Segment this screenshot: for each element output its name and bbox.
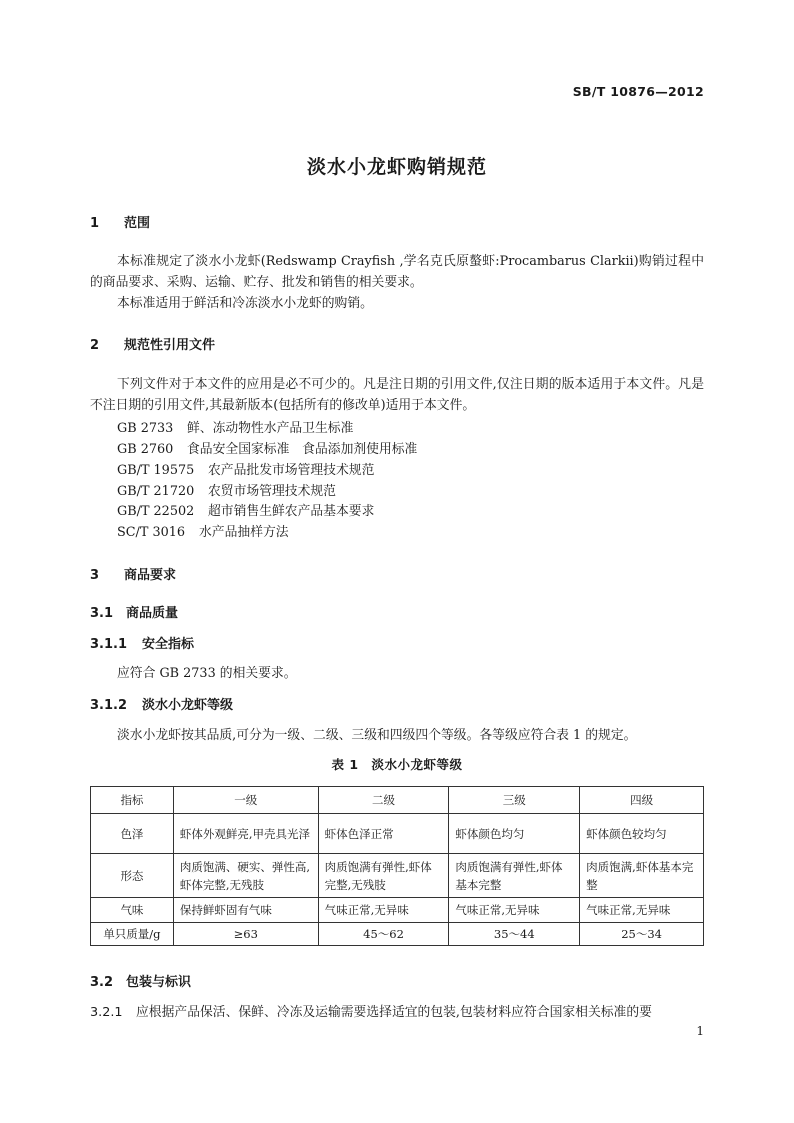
- section-number: 3.2.1: [90, 1005, 123, 1020]
- section-title: 安全指标: [142, 637, 195, 652]
- section-3-2-1-clause: [90, 1001, 704, 1020]
- grade-table: [90, 786, 704, 946]
- table-cell: 保持鲜虾固有气味: [173, 898, 318, 923]
- table-cell: 虾体颜色较均匀: [580, 814, 704, 854]
- doc-code: SB/T 10876—2012: [572, 84, 704, 99]
- reference-item: GB/T 19575 农产品批发市场管理技术规范: [117, 463, 375, 478]
- section-title: 包装与标识: [126, 975, 192, 990]
- section-number: 3: [90, 568, 100, 583]
- row-label: 形态: [91, 854, 174, 898]
- clause-text: 应根据产品保活、保鲜、冷冻及运输需要选择适宜的包装,包装材料应符合国家相关标准的要: [136, 1005, 652, 1020]
- section-number: 3.2: [90, 975, 114, 990]
- section-3-1-1-text: 应符合 GB 2733 的相关要求。: [117, 666, 297, 681]
- section-title: 规范性引用文件: [124, 338, 216, 353]
- table-header: 四级: [580, 787, 704, 814]
- section-2-intro: 下列文件对于本文件的应用是必不可少的。凡是注日期的引用文件,仅注日期的版本适用于本文件。凡是不注日期的引用文件,其最新版本(包括所有的修改单)适用于本文件。: [90, 377, 704, 413]
- section-number: 1: [90, 216, 100, 231]
- section-3-1-2-heading: [90, 694, 233, 713]
- table-cell: 肉质饱满有弹性,虾体基本完整: [449, 854, 580, 898]
- section-title: 范围: [124, 216, 151, 231]
- section-3-2-heading: [90, 971, 191, 990]
- table-caption: 表 1 淡水小龙虾等级: [331, 757, 463, 772]
- section-3-1-2-text: 淡水小龙虾按其品质,可分为一级、二级、三级和四级四个等级。各等级应符合表 1 的规定。: [117, 728, 637, 743]
- table-row: [91, 814, 704, 854]
- section-number: 3.1.1: [90, 637, 128, 652]
- section-1-paragraph-2: 本标准适用于鲜活和冷冻淡水小龙虾的购销。: [117, 296, 373, 311]
- row-label: 色泽: [91, 814, 174, 854]
- section-2-heading: [90, 334, 215, 353]
- section-1-heading: [90, 212, 150, 231]
- page-number: 1: [696, 1024, 704, 1038]
- section-number: 3.1.2: [90, 698, 128, 713]
- row-label: 气味: [91, 898, 174, 923]
- page-title: 淡水小龙虾购销规范: [306, 156, 487, 178]
- section-title: 商品质量: [126, 606, 179, 621]
- reference-item: GB/T 22502 超市销售生鲜农产品基本要求: [117, 504, 375, 519]
- table-cell: 肉质饱满,虾体基本完整: [580, 854, 704, 898]
- section-1-paragraph-1: 本标准规定了淡水小龙虾(Redswamp Crayfish ,学名克氏原螯虾:Procambarus Clarkii)购销过程中的商品要求、采购、运输、贮存、批发和销售的相关要求。: [90, 254, 704, 290]
- table-row: [91, 898, 704, 923]
- section-title: 淡水小龙虾等级: [142, 698, 234, 713]
- section-3-1-1-heading: [90, 633, 194, 652]
- reference-item: SC/T 3016 水产品抽样方法: [117, 525, 289, 540]
- table-cell: 虾体颜色均匀: [449, 814, 580, 854]
- table-row: [91, 854, 704, 898]
- table-cell: 25～34: [580, 923, 704, 946]
- table-cell: 气味正常,无异味: [318, 898, 449, 923]
- table-header: 指标: [91, 787, 174, 814]
- table-cell: 气味正常,无异味: [580, 898, 704, 923]
- section-number: 2: [90, 338, 100, 353]
- section-3-heading: [90, 564, 176, 583]
- table-cell: 虾体外观鲜亮,甲壳具光泽: [173, 814, 318, 854]
- reference-item: GB 2733 鲜、冻动物性水产品卫生标准: [117, 421, 354, 436]
- table-header: 一级: [173, 787, 318, 814]
- section-title: 商品要求: [124, 568, 177, 583]
- table-cell: ≥63: [173, 923, 318, 946]
- table-row: [91, 923, 704, 946]
- row-label: 单只质量/g: [91, 923, 174, 946]
- table-header-row: [91, 787, 704, 814]
- reference-item: GB 2760 食品安全国家标准 食品添加剂使用标准: [117, 442, 418, 457]
- section-number: 3.1: [90, 606, 114, 621]
- table-cell: 45～62: [318, 923, 449, 946]
- table-cell: 虾体色泽正常: [318, 814, 449, 854]
- table-cell: 肉质饱满、硬实、弹性高,虾体完整,无残肢: [173, 854, 318, 898]
- table-cell: 肉质饱满有弹性,虾体完整,无残肢: [318, 854, 449, 898]
- section-3-1-heading: [90, 602, 178, 621]
- table-cell: 35～44: [449, 923, 580, 946]
- reference-item: GB/T 21720 农贸市场管理技术规范: [117, 484, 336, 499]
- table-header: 三级: [449, 787, 580, 814]
- table-header: 二级: [318, 787, 449, 814]
- table-cell: 气味正常,无异味: [449, 898, 580, 923]
